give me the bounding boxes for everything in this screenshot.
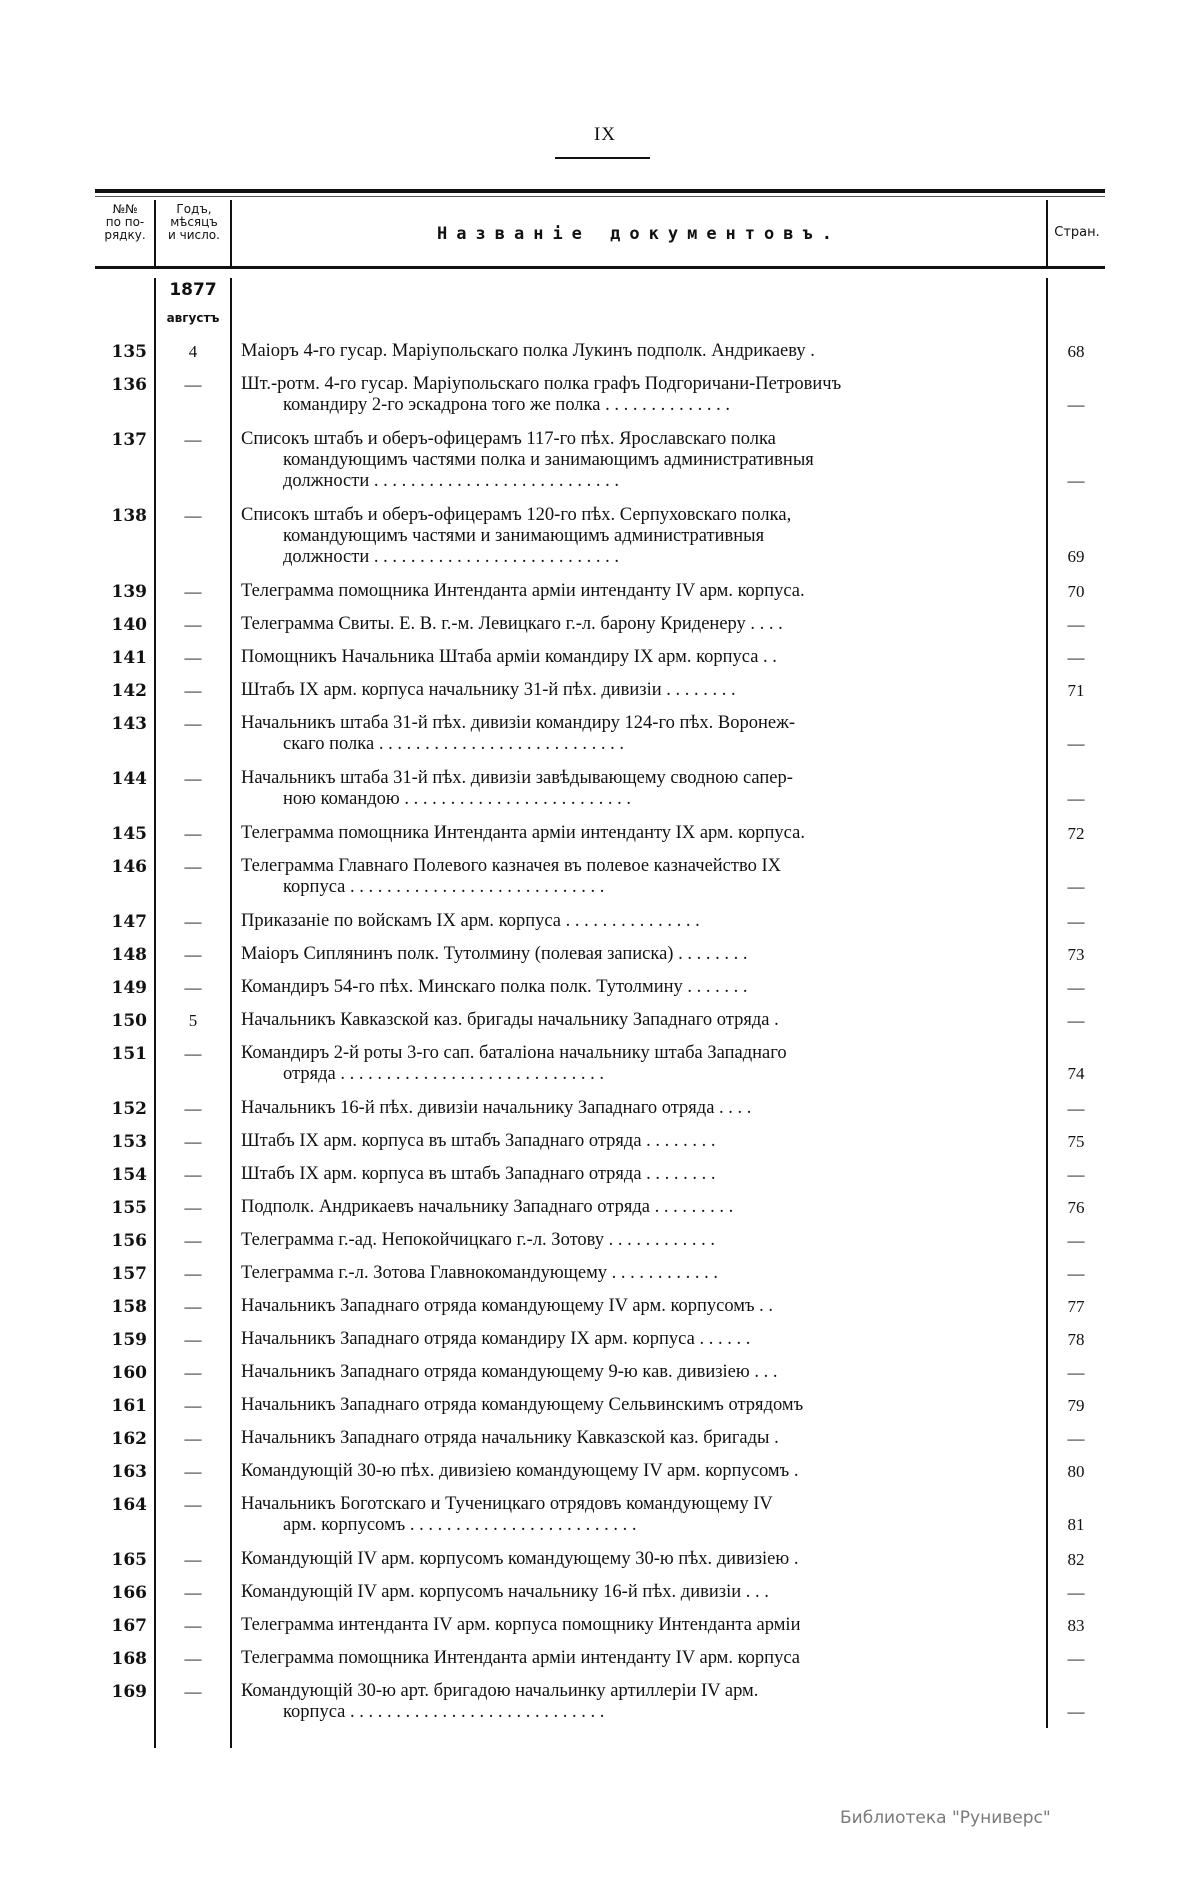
table-row <box>95 1197 1105 1219</box>
row-date: — <box>184 1264 202 1283</box>
row-page: 76 <box>1067 1198 1085 1217</box>
row-number: 142 <box>111 681 147 701</box>
row-page: — <box>1067 734 1085 753</box>
document-title-line: Командующій IV арм. корпусомъ начальнику 16-й пѣх. дивизіи . . . <box>241 1582 769 1602</box>
table-row <box>95 911 1105 933</box>
row-date: — <box>184 1429 202 1448</box>
row-number: 156 <box>111 1231 147 1251</box>
document-title <box>231 1494 1047 1536</box>
row-date: — <box>184 912 202 931</box>
document-title <box>231 1582 1047 1604</box>
row-page: — <box>1067 1264 1085 1283</box>
header-bottom-rule <box>95 266 1105 269</box>
table-row <box>95 505 1105 568</box>
document-title-line: Телеграмма помощника Интенданта арміи интенданту IX арм. корпуса. <box>241 823 805 843</box>
row-date: — <box>184 1297 202 1316</box>
row-number: 159 <box>111 1330 147 1350</box>
document-title-line: командиру 2-го эскадрона того же полка . . . . . . . . . . . . . . <box>283 395 730 415</box>
header-col-number-line: рядку. <box>104 228 146 242</box>
row-page: 69 <box>1067 547 1085 566</box>
document-title-line: Командиръ 54-го пѣх. Минскаго полка полк. Тутолмину . . . . . . . <box>241 977 748 997</box>
table-row <box>95 1494 1105 1536</box>
row-page: — <box>1067 648 1085 667</box>
document-title <box>231 944 1047 966</box>
table-row <box>95 1164 1105 1186</box>
document-title-line: Списокъ штабъ и оберъ-офицерамъ 117-го пѣх. Ярославскаго полка <box>241 429 776 449</box>
page-number: IX <box>593 124 617 145</box>
document-title <box>231 1098 1047 1120</box>
row-date: — <box>184 1616 202 1635</box>
row-date: — <box>184 1583 202 1602</box>
document-title-line: корпуса . . . . . . . . . . . . . . . . . . . . . . . . . . . . <box>283 877 605 897</box>
document-title-line: Маіоръ Сиплянинъ полк. Тутолмину (полевая записка) . . . . . . . . <box>241 944 748 964</box>
header-col-number-line: по по- <box>105 215 145 229</box>
table-row <box>95 1263 1105 1285</box>
row-number: 165 <box>111 1550 147 1570</box>
document-title-line: Телеграмма интенданта IV арм. корпуса помощнику Интенданта арміи <box>241 1615 801 1635</box>
document-title-line: командующимъ частями полка и занимающимъ административныя <box>283 450 814 470</box>
document-title-line: Штабъ IX арм. корпуса въ штабъ Западнаго отряда . . . . . . . . <box>241 1164 716 1184</box>
document-title <box>231 823 1047 845</box>
document-title-line: Подполк. Андрикаевъ начальнику Западнаго отряда . . . . . . . . . <box>241 1197 734 1217</box>
row-number: 161 <box>111 1396 147 1416</box>
row-page: 71 <box>1067 681 1085 700</box>
row-date: — <box>184 681 202 700</box>
document-title <box>231 1549 1047 1571</box>
document-title <box>231 581 1047 603</box>
row-date: — <box>184 824 202 843</box>
table-row <box>95 614 1105 636</box>
row-date: — <box>184 1649 202 1668</box>
table-row <box>95 1549 1105 1571</box>
row-page: — <box>1067 1702 1085 1721</box>
document-title-line: корпуса . . . . . . . . . . . . . . . . . . . . . . . . . . . . <box>283 1702 605 1722</box>
document-title <box>231 647 1047 669</box>
row-number: 148 <box>111 945 147 965</box>
table-row <box>95 374 1105 416</box>
document-title <box>231 374 1047 416</box>
document-title <box>231 713 1047 755</box>
table-row <box>95 823 1105 845</box>
document-title-line: Начальникъ 16-й пѣх. дивизіи начальнику Западнаго отряда . . . . <box>241 1098 752 1118</box>
row-page: — <box>1067 1165 1085 1184</box>
row-date: — <box>184 375 202 394</box>
row-number: 164 <box>111 1495 147 1515</box>
row-page: 75 <box>1067 1132 1085 1151</box>
document-title-line: Телеграмма г.-л. Зотова Главнокомандующему . . . . . . . . . . . . <box>241 1263 719 1283</box>
row-number: 149 <box>111 978 147 998</box>
row-number: 138 <box>111 506 147 526</box>
document-title-line: Телеграмма помощника Интенданта арміи интенданту IV арм. корпуса <box>241 1648 800 1668</box>
document-title-line: должности . . . . . . . . . . . . . . . . . . . . . . . . . . . <box>283 547 619 567</box>
document-title-line: Командующій 30-ю арт. бригадою начальинку артиллеріи IV арм. <box>241 1681 759 1701</box>
library-watermark: Библиотека "Руниверс" <box>840 1808 1051 1828</box>
document-title-line: Телеграмма Свиты. Е. В. г.-м. Левицкаго г.-л. барону Криденеру . . . . <box>241 614 783 634</box>
row-date: — <box>184 1231 202 1250</box>
row-page: — <box>1067 615 1085 634</box>
table-row <box>95 1681 1105 1723</box>
table-row <box>95 1428 1105 1450</box>
document-title <box>231 505 1047 568</box>
header-col-date-line: и число. <box>168 228 220 242</box>
header-col-number-line: №№ <box>112 202 138 216</box>
row-page: 70 <box>1067 582 1085 601</box>
table-row <box>95 1461 1105 1483</box>
document-title <box>231 1043 1047 1085</box>
document-title <box>231 1230 1047 1252</box>
table-row <box>95 856 1105 898</box>
table-row <box>95 1131 1105 1153</box>
row-page: — <box>1067 1429 1085 1448</box>
document-title <box>231 1197 1047 1219</box>
document-title <box>231 911 1047 933</box>
month-label: августъ <box>166 311 220 325</box>
row-number: 135 <box>111 342 147 362</box>
document-title-line: Начальникъ Кавказской каз. бригады начальнику Западнаго отряда . <box>241 1010 779 1030</box>
row-page: — <box>1067 978 1085 997</box>
document-title <box>231 1131 1047 1153</box>
document-title-line: Начальникъ Боготскаго и Тученицкаго отрядовъ командующему IV <box>241 1494 773 1514</box>
row-date: — <box>184 857 202 876</box>
table-row <box>95 1395 1105 1417</box>
row-date: 4 <box>188 342 198 361</box>
row-page: 80 <box>1067 1462 1085 1481</box>
document-title-line: Начальникъ Западнаго отряда командующему Сельвинскимъ отрядомъ <box>241 1395 804 1415</box>
row-number: 160 <box>111 1363 147 1383</box>
table-row <box>95 341 1105 363</box>
table-row <box>95 1582 1105 1604</box>
document-title <box>231 1461 1047 1483</box>
table-row <box>95 1098 1105 1120</box>
row-number: 151 <box>111 1044 147 1064</box>
document-list <box>95 341 1105 1736</box>
document-title-line: Начальникъ штаба 31-й пѣх. дивизіи командиру 124-го пѣх. Воронеж- <box>241 713 796 733</box>
header-col-date-line: мѣсяцъ <box>170 215 218 229</box>
document-title-line: командующимъ частями и занимающимъ административныя <box>283 526 765 546</box>
header-divider <box>154 200 156 266</box>
row-page: — <box>1067 789 1085 808</box>
document-title <box>231 1428 1047 1450</box>
row-number: 166 <box>111 1583 147 1603</box>
document-title <box>231 768 1047 810</box>
row-page: — <box>1067 395 1085 414</box>
table-row <box>95 1362 1105 1384</box>
document-title-line: ною командою . . . . . . . . . . . . . . . . . . . . . . . . . <box>283 789 631 809</box>
row-number: 155 <box>111 1198 147 1218</box>
document-title-line: Командующій IV арм. корпусомъ командующему 30-ю пѣх. дивизіею . <box>241 1549 799 1569</box>
document-title-line: Штабъ IX арм. корпуса въ штабъ Западнаго отряда . . . . . . . . <box>241 1131 716 1151</box>
row-date: — <box>184 430 202 449</box>
row-number: 141 <box>111 648 147 668</box>
row-page: — <box>1067 1363 1085 1382</box>
header-col-date-line: Годъ, <box>176 202 212 216</box>
row-number: 167 <box>111 1616 147 1636</box>
document-title <box>231 1648 1047 1670</box>
table-row <box>95 1010 1105 1032</box>
row-date: — <box>184 978 202 997</box>
row-page: 72 <box>1067 824 1085 843</box>
table-top-rule <box>95 189 1105 193</box>
document-title <box>231 977 1047 999</box>
document-title-line: Командиръ 2-й роты 3-го сап. баталіона начальнику штаба Западнаго <box>241 1043 787 1063</box>
row-page: — <box>1067 912 1085 931</box>
table-row <box>95 1648 1105 1670</box>
document-title <box>231 856 1047 898</box>
row-page: 74 <box>1067 1064 1085 1083</box>
row-page: — <box>1067 1583 1085 1602</box>
document-title <box>231 1329 1047 1351</box>
document-title <box>231 429 1047 492</box>
document-title-line: Начальникъ Западнаго отряда командиру IX арм. корпуса . . . . . . <box>241 1329 751 1349</box>
table-row <box>95 429 1105 492</box>
document-title <box>231 1164 1047 1186</box>
document-title-line: Командующій 30-ю пѣх. дивизіею командующему IV арм. корпусомъ . <box>241 1461 799 1481</box>
table-row <box>95 944 1105 966</box>
row-date: — <box>184 1165 202 1184</box>
row-number: 145 <box>111 824 147 844</box>
header-divider <box>230 200 232 266</box>
document-title-line: Приказаніе по войскамъ IX арм. корпуса . . . . . . . . . . . . . . . <box>241 911 700 931</box>
header-col-date <box>157 203 231 242</box>
row-number: 136 <box>111 375 147 395</box>
row-page: — <box>1067 1011 1085 1030</box>
table-row <box>95 1296 1105 1318</box>
document-title <box>231 1681 1047 1723</box>
row-page: 83 <box>1067 1616 1085 1635</box>
row-date: — <box>184 648 202 667</box>
row-date: — <box>184 615 202 634</box>
document-title-line: Начальникъ Западнаго отряда командующему 9-ю кав. дивизіею . . . <box>241 1362 778 1382</box>
row-date: — <box>184 1330 202 1349</box>
row-number: 162 <box>111 1429 147 1449</box>
row-date: — <box>184 1044 202 1063</box>
document-title-line: отряда . . . . . . . . . . . . . . . . . . . . . . . . . . . . . <box>283 1064 604 1084</box>
row-number: 154 <box>111 1165 147 1185</box>
row-number: 143 <box>111 714 147 734</box>
document-title-line: Начальникъ Западнаго отряда командующему IV арм. корпусомъ . . <box>241 1296 774 1316</box>
table-row <box>95 581 1105 603</box>
row-page: — <box>1067 471 1085 490</box>
document-title-line: Помощникъ Начальника Штаба арміи командиру IX арм. корпуса . . <box>241 647 777 667</box>
row-page: — <box>1067 877 1085 896</box>
document-title-line: Начальникъ штаба 31-й пѣх. дивизіи завѣдывающему сводною сапер- <box>241 768 793 788</box>
document-title <box>231 1362 1047 1384</box>
row-page: 73 <box>1067 945 1085 964</box>
header-col-number <box>95 203 155 242</box>
document-title <box>231 1010 1047 1032</box>
header-divider <box>1046 200 1048 266</box>
row-date: — <box>184 1495 202 1514</box>
table-row <box>95 713 1105 755</box>
row-number: 150 <box>111 1011 147 1031</box>
row-date: — <box>184 582 202 601</box>
row-date: — <box>184 1198 202 1217</box>
document-title-line: Телеграмма помощника Интенданта арміи интенданту IV арм. корпуса. <box>241 581 805 601</box>
row-page: 79 <box>1067 1396 1085 1415</box>
document-title <box>231 1296 1047 1318</box>
document-title-line: арм. корпусомъ . . . . . . . . . . . . . . . . . . . . . . . . . <box>283 1515 637 1535</box>
row-number: 158 <box>111 1297 147 1317</box>
document-title-line: Маіоръ 4-го гусар. Маріупольскаго полка Лукинъ подполк. Андрикаеву . <box>241 341 815 361</box>
document-title <box>231 341 1047 363</box>
row-number: 140 <box>111 615 147 635</box>
document-title-line: Шт.-ротм. 4-го гусар. Маріупольскаго полка графъ Подгоричани-Петровичъ <box>241 374 842 394</box>
header-col-title: Названіе документовъ. <box>437 224 841 244</box>
row-number: 139 <box>111 582 147 602</box>
header-col-page: Стран. <box>1054 225 1100 240</box>
row-page: 82 <box>1067 1550 1085 1569</box>
row-date: — <box>184 1363 202 1382</box>
page-number-rule <box>555 157 650 159</box>
row-number: 137 <box>111 430 147 450</box>
row-date: — <box>184 1462 202 1481</box>
table-row <box>95 768 1105 810</box>
row-number: 153 <box>111 1132 147 1152</box>
table-row <box>95 977 1105 999</box>
row-number: 147 <box>111 912 147 932</box>
row-number: 146 <box>111 857 147 877</box>
table-row <box>95 1615 1105 1637</box>
document-title <box>231 1615 1047 1637</box>
table-row <box>95 1230 1105 1252</box>
row-number: 152 <box>111 1099 147 1119</box>
document-title-line: Штабъ IX арм. корпуса начальнику 31-й пѣх. дивизіи . . . . . . . . <box>241 680 736 700</box>
row-number: 169 <box>111 1682 147 1702</box>
row-page: 68 <box>1067 342 1085 361</box>
document-title-line: Телеграмма Главнаго Полевого казначея въ полевое казначейство IX <box>241 856 781 876</box>
row-date: — <box>184 714 202 733</box>
document-title <box>231 614 1047 636</box>
table-row <box>95 680 1105 702</box>
document-title-line: Списокъ штабъ и оберъ-офицерамъ 120-го пѣх. Серпуховскаго полка, <box>241 505 792 525</box>
document-title-line: скаго полка . . . . . . . . . . . . . . . . . . . . . . . . . . . <box>283 734 624 754</box>
table-row <box>95 1329 1105 1351</box>
row-date: — <box>184 769 202 788</box>
row-date: — <box>184 945 202 964</box>
document-title-line: Телеграмма г.-ад. Непокойчицкаго г.-л. Зотову . . . . . . . . . . . . <box>241 1230 716 1250</box>
document-title <box>231 1395 1047 1417</box>
row-date: — <box>184 1682 202 1701</box>
row-number: 144 <box>111 769 147 789</box>
document-title <box>231 680 1047 702</box>
row-number: 163 <box>111 1462 147 1482</box>
row-date: — <box>184 1099 202 1118</box>
row-page: — <box>1067 1231 1085 1250</box>
row-date: — <box>184 1550 202 1569</box>
document-title-line: должности . . . . . . . . . . . . . . . . . . . . . . . . . . . <box>283 471 619 491</box>
row-page: — <box>1067 1099 1085 1118</box>
table-top-rule-thin <box>95 196 1105 197</box>
row-page: — <box>1067 1649 1085 1668</box>
table-row <box>95 647 1105 669</box>
row-date: — <box>184 506 202 525</box>
row-date: — <box>184 1132 202 1151</box>
document-title <box>231 1263 1047 1285</box>
row-date: — <box>184 1396 202 1415</box>
row-number: 157 <box>111 1264 147 1284</box>
row-page: 78 <box>1067 1330 1085 1349</box>
row-page: 77 <box>1067 1297 1085 1316</box>
row-page: 81 <box>1067 1515 1085 1534</box>
document-title-line: Начальникъ Западнаго отряда начальнику Кавказской каз. бригады . <box>241 1428 779 1448</box>
year-label: 1877 <box>169 280 217 300</box>
table-row <box>95 1043 1105 1085</box>
row-number: 168 <box>111 1649 147 1669</box>
row-date: 5 <box>188 1011 198 1030</box>
